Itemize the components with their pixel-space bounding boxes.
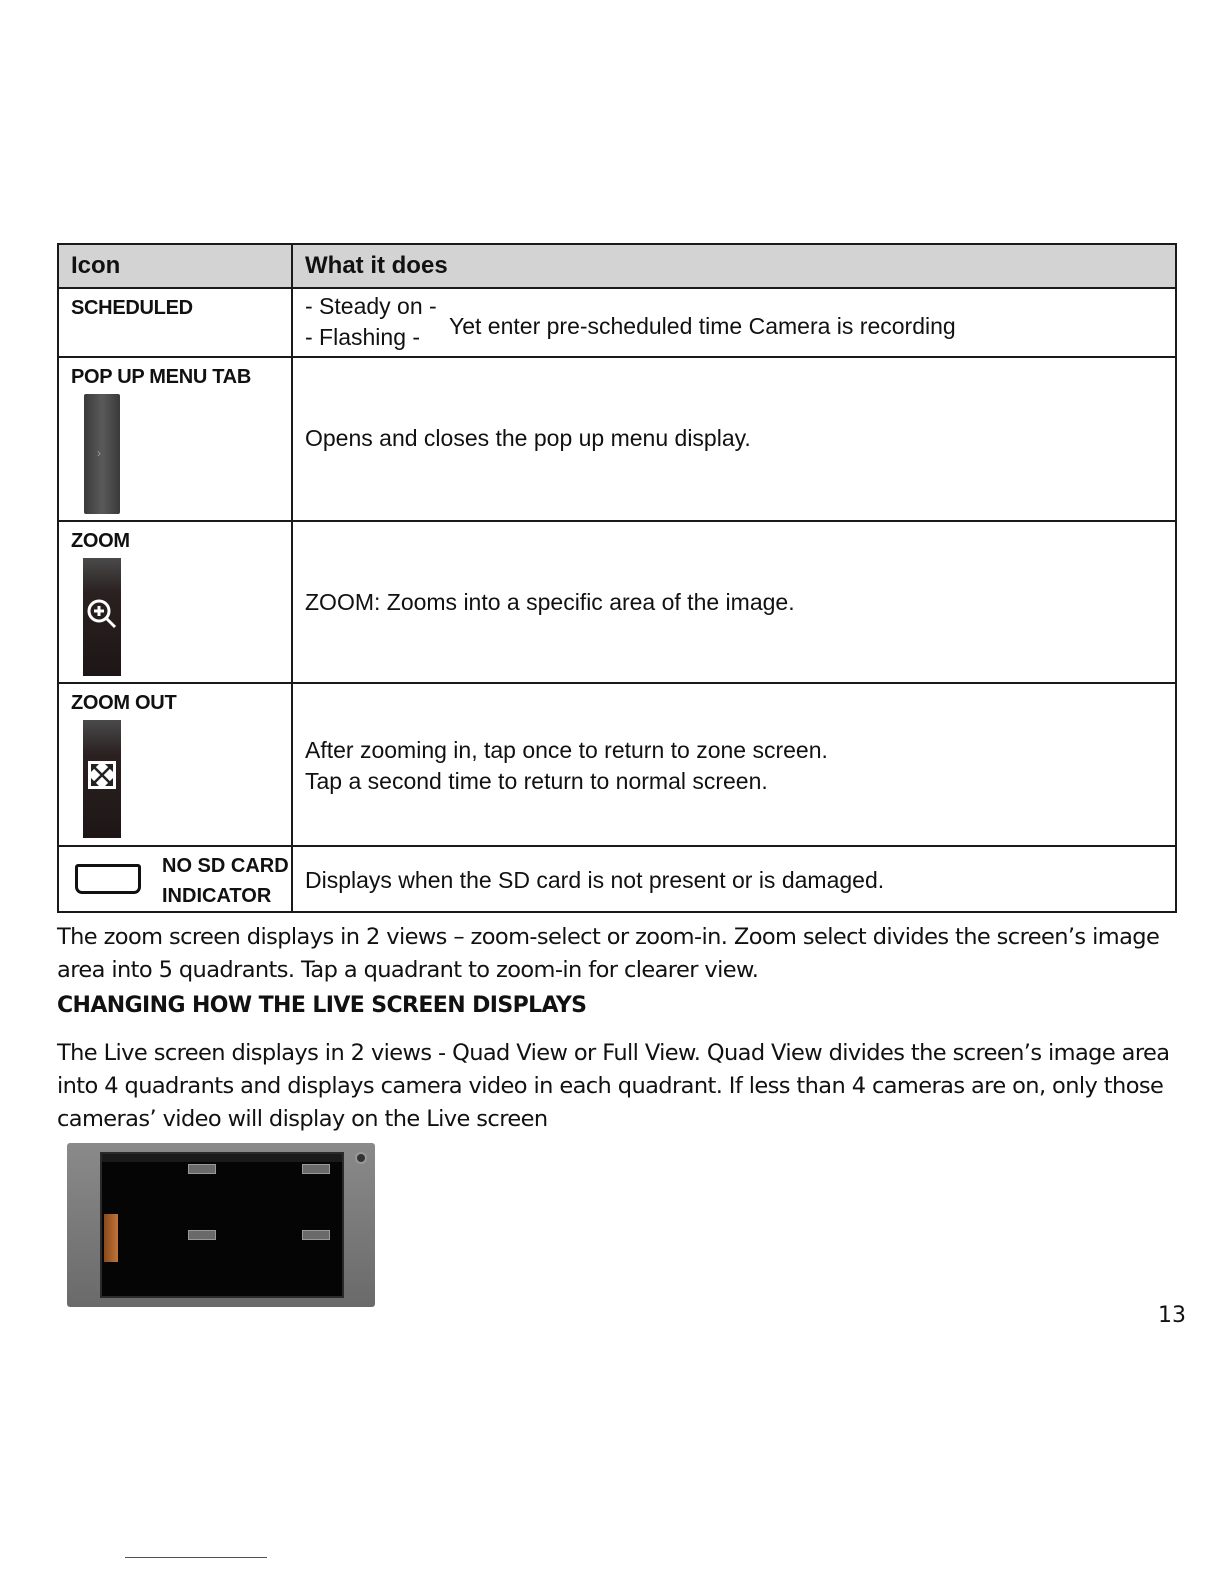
scheduled-description: Yet enter pre-scheduled time Camera is recording [449,313,956,339]
quadrant-control [188,1230,216,1240]
popup-tab-image [104,1214,118,1262]
table-row-sd-card [59,845,1175,911]
device-status-bar [102,1154,342,1162]
quadrant-control [302,1164,330,1174]
sd-description: Displays when the SD card is not present or is damaged. [305,867,885,893]
zoom-out-line1: After zooming in, tap once to return to zone screen. [305,737,828,763]
page-number: 13 [1158,1303,1186,1328]
zoom-out-tab [83,720,121,838]
expand-icon [85,758,119,792]
quadrant-control [188,1164,216,1174]
zoom-paragraph: The zoom screen displays in 2 views – zoom-select or zoom-in. Zoom select divides the screen’s image area into 5 quadrants. Tap a quadrant to zoom-in for clearer view. [57,924,1160,983]
quadrant-control [302,1230,330,1240]
device-button [355,1152,367,1164]
zoom-out-line2: Tap a second time to return to normal screen. [305,768,768,794]
header-what-it-does: What it does [305,252,448,279]
popup-label: POP UP MENU TAB [71,366,251,388]
flashing-text: - Flashing - [305,324,421,350]
sd-label-line1: NO SD CARD [162,855,289,877]
steady-on-text: - Steady on - [305,293,437,319]
zoom-out-label: ZOOM OUT [71,692,177,714]
device-screenshot [67,1143,375,1307]
zoom-in-icon [85,596,119,630]
footer-line [125,1557,267,1558]
table-row-scheduled [59,287,1175,356]
sd-card-icon [75,864,141,894]
table-row-zoom [59,520,1175,682]
scheduled-label: SCHEDULED [71,297,193,319]
table-header [59,245,1175,287]
sd-label-line2: INDICATOR [162,885,272,907]
live-paragraph: The Live screen displays in 2 views - Quad View or Full View. Quad View divides the screen’s image area into 4 quadrants and displays camera video in each quadrant. If less than 4 cameras are on, only those cameras’ video will display on the Live screen [57,1040,1170,1132]
zoom-label: ZOOM [71,530,130,552]
popup-description: Opens and closes the pop up menu display. [305,425,751,451]
zoom-description: ZOOM: Zooms into a specific area of the image. [305,589,795,615]
device-screen [100,1152,344,1298]
table-row-popup [59,356,1175,520]
table-row-zoom-out [59,682,1175,845]
popup-tab-icon: › [84,394,120,514]
header-icon: Icon [59,245,293,287]
section-heading: CHANGING HOW THE LIVE SCREEN DISPLAYS [57,993,587,1018]
zoom-tab [83,558,121,676]
icon-table [57,243,1177,913]
